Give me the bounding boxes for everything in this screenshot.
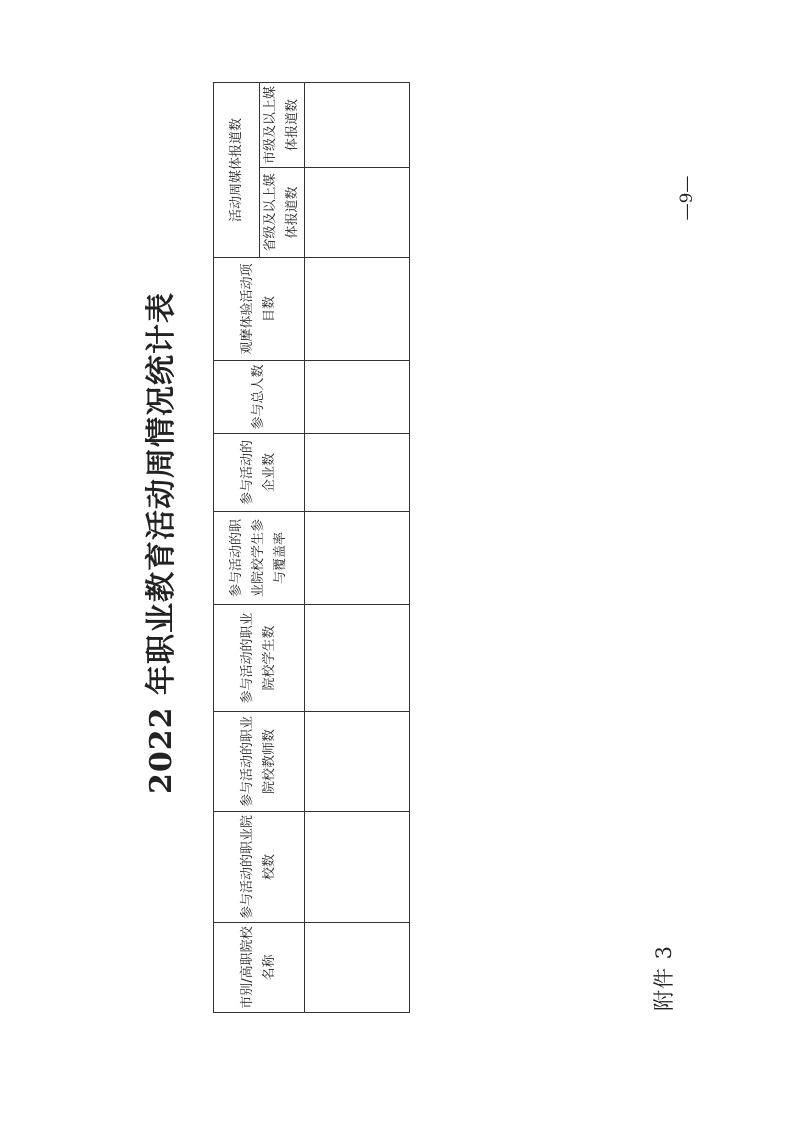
header-cell: 参与活动的企业数 [214,434,305,512]
header-cell: 参与活动的职业院校学生参与覆盖率 [214,512,305,605]
table-cell[interactable] [305,258,410,361]
page-number: —9— [677,175,697,221]
table-cell[interactable] [305,712,410,812]
table-cell[interactable] [305,605,410,712]
page-title: 2022 年职业教育活动周情况统计表 [144,292,179,794]
attachment-label: 附件 3 [652,944,676,1011]
header-cell: 参与活动的职业院校学生数 [214,605,305,712]
header-cell: 参与活动的职业院校数 [214,812,305,923]
header-cell-media: 活动周媒体报道数 [214,82,260,257]
table-cell[interactable] [305,812,410,923]
header-cell: 参与活动的职业院校教师数 [214,712,305,812]
header-cell: 参与总人数 [214,361,305,434]
header-cell: 市别/高职院校名称 [214,923,305,1013]
table-cell[interactable] [305,434,410,512]
header-row [214,82,260,1012]
table-cell[interactable] [305,361,410,434]
table-cell[interactable] [305,82,410,167]
subheader-cell: 省级及以上媒体报道数 [260,168,305,258]
table-row [305,82,410,1012]
header-cell: 观摩体验活动项目数 [214,258,305,361]
table-cell[interactable] [305,512,410,605]
statistics-table [213,82,410,1013]
table-cell[interactable] [305,923,410,1013]
subheader-cell: 市级及以上媒体报道数 [260,82,305,167]
table-cell[interactable] [305,168,410,258]
